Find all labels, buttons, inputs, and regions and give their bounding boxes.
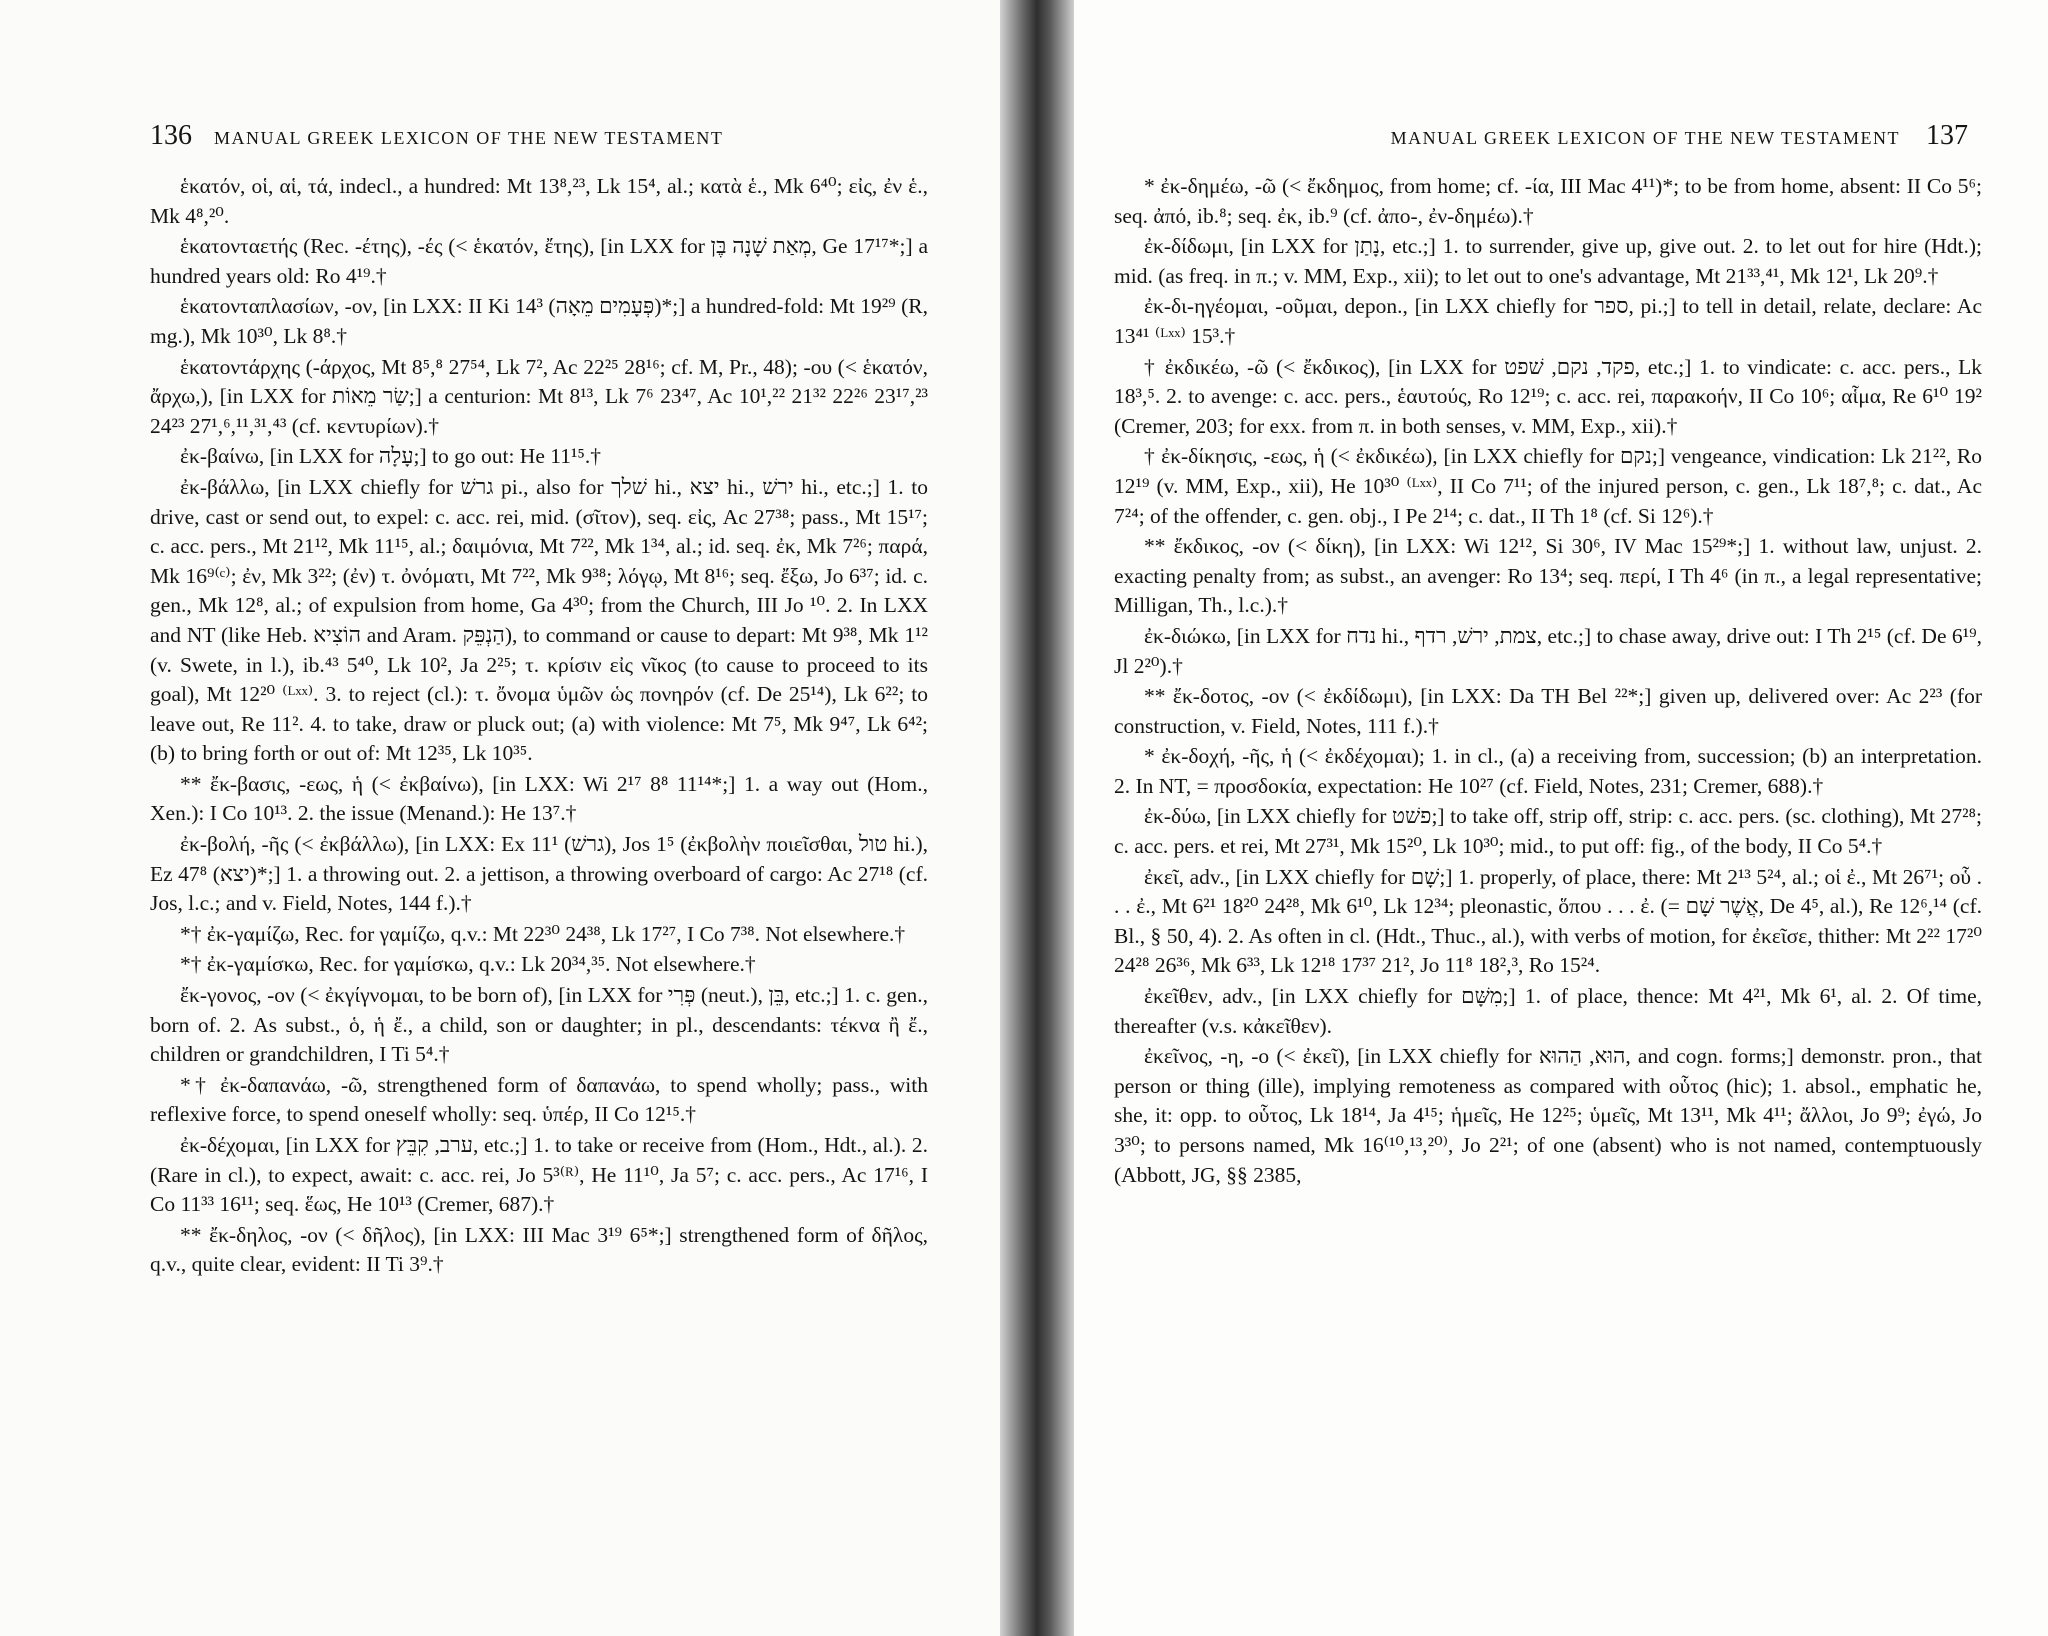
lexicon-entry: ἐκ-δέχομαι, [in LXX for ערב, קִבֵּץ, etc.;] 1. to take or receive from (Hom., Hdt., al.). 2. (Rare in cl.), to expect, await: c. acc. rei, Jo 5³⁽ᴿ⁾, He 11¹⁰, Ja 5⁷; c. acc. pers., Ac 17¹⁶, I Co 11³³ 16¹¹; seq. ἕως, He 10¹³ (Cremer, 687).†	[150, 1133, 928, 1217]
lexicon-entry: ἐκ-δύω, [in LXX chiefly for פשׁט;] to take off, strip off, strip: c. acc. pers. (sc. clothing), Mt 27²⁸; c. acc. pers. et rei, Mt 27³¹, Mk 15²⁰, Lk 10³⁰; mid., to put off: fig., of the body, II Co 5⁴.†	[1114, 804, 1983, 859]
lexicon-entry: *† ἐκ-γαμίζω, Rec. for γαμίζω, q.v.: Mt 22³⁰ 24³⁸, Lk 17²⁷, I Co 7³⁸. Not elsewhere.†	[180, 921, 906, 946]
lexicon-entry: ** ἔκ-βασις, -εως, ἡ (< ἐκβαίνω), [in LXX: Wi 2¹⁷ 8⁸ 11¹⁴*;] 1. a way out (Hom., Xen.): I Co 10¹³. 2. the issue (Menand.): He 13⁷.†	[150, 771, 928, 826]
left-page	[0, 0, 1000, 1636]
lexicon-entry: ἐκ-δι-ηγέομαι, -οῦμαι, depon., [in LXX chiefly for ספר, pi.;] to tell in detail, relate, declare: Ac 13⁴¹ ⁽ᴸˣˣ⁾ 15³.†	[1114, 294, 1983, 348]
left-page-header	[150, 120, 940, 160]
lexicon-entry: ἐκεῖθεν, adv., [in LXX chiefly for מִשָּׁם;] 1. of place, thence: Mt 4²¹, Mk 6¹, al. 2. Of time, thereafter (v.s. κἀκεῖθεν).	[1114, 984, 1983, 1038]
lexicon-entry: ἑκατοντάρχης (-άρχος, Mt 8⁵,⁸ 27⁵⁴, Lk 7², Ac 22²⁵ 28¹⁶; cf. M, Pr., 48); -ου (< ἑκατόν, ἄρχω,), [in LXX for שַׂר מֵאוֹת;] a centurion: Mt 8¹³, Lk 7⁶ 23⁴⁷, Ac 10¹,²² 21³² 22²⁶ 23¹⁷,²³ 24²³ 27¹,⁶,¹¹,³¹,⁴³ (cf. κεντυρίων).†	[150, 354, 928, 438]
right-page-column	[1114, 172, 1982, 1191]
right-page	[1074, 0, 2048, 1636]
right-page-header	[1114, 120, 1968, 160]
lexicon-entry: *† ἐκ-γαμίσκω, Rec. for γαμίσκω, q.v.: Lk 20³⁴,³⁵. Not elsewhere.†	[180, 952, 756, 977]
left-running-head: MANUAL GREEK LEXICON OF THE NEW TESTAMENT	[214, 128, 724, 148]
lexicon-entry: ἑκατονταπλασίων, -ον, [in LXX: II Ki 14³ (פְּעָמִים מֵאָה)*;] a hundred-fold: Mt 19²⁹ (R, mg.), Mk 10³⁰, Lk 8⁸.†	[150, 294, 928, 348]
lexicon-entry: † ἐκ-δίκησις, -εως, ἡ (< ἐκδικέω), [in LXX chiefly for נקם;] vengeance, vindication: Lk 21²², Ro 12¹⁹ (v. MM, Exp., xii), He 10³⁰ ⁽ᴸˣˣ⁾, II Co 7¹¹; of the injured person, c. gen., Lk 18⁷,⁸; c. dat., Ac 7²⁴; of the offender, c. gen. obj., I Pe 2¹⁴; c. dat., II Th 1⁸ (cf. Si 12⁶).†	[1114, 444, 1982, 528]
lexicon-entry: * ἐκ-δημέω, -ῶ (< ἔκδημος, from home; cf. -ία, III Mac 4¹¹)*; to be from home, absent: II Co 5⁶; seq. ἀπό, ib.⁸; seq. ἐκ, ib.⁹ (cf. ἀπο-, ἐν-δημέω).†	[1114, 174, 1982, 228]
book-gutter	[1000, 0, 1074, 1636]
lexicon-entry: ἐκεῖ, adv., [in LXX chiefly for שָׁם;] 1. properly, of place, there: Mt 2¹³ 5²⁴, al.; οἱ ἐ., Mt 26⁷¹; οὗ . . . ἐ., Mt 6²¹ 18²⁰ 24²⁸, Mk 6¹⁰, Lk 12³⁴; pleonastic, ὅπου . . . ἐ. (= אֲשֶׁר שָׁם, De 4⁵, al.), Re 12⁶,¹⁴ (cf. Bl., § 50, 4). 2. As often in cl. (Hdt., Thuc., al.), with verbs of motion, for ἐκεῖσε, thither: Mt 2²² 17²⁰ 24²⁸ 26³⁶, Mk 6³³, Lk 12¹⁸ 17³⁷ 21², Jo 11⁸ 18²,³, Ro 15²⁴.	[1114, 864, 1982, 978]
lexicon-entry: ** ἔκ-δηλος, -ον (< δῆλος), [in LXX: III Mac 3¹⁹ 6⁵*;] strengthened form of δῆλος, q.v., quite clear, evident: II Ti 3⁹.†	[150, 1222, 928, 1277]
lexicon-entry: * ἐκ-δοχή, -ῆς, ἡ (< ἐκδέχομαι); 1. in cl., (a) a receiving from, succession; (b) an interpretation. 2. In NT, = προσδοκία, expectation: He 10²⁷ (cf. Field, Notes, 231; Cremer, 688).†	[1114, 744, 1982, 798]
left-page-column	[150, 172, 928, 1281]
lexicon-entry: ἐκ-δίδωμι, [in LXX for נָתַן, etc.;] 1. to surrender, give up, give out. 2. to let out for hire (Hdt.); mid. (as freq. in π.; v. MM, Exp., xii); to let out to one's advantage, Mt 21³³,⁴¹, Mk 12¹, Lk 20⁹.†	[1114, 234, 1982, 288]
right-page-number: 137	[1926, 120, 1968, 151]
left-page-number: 136	[150, 120, 192, 151]
lexicon-entry: ** ἔκ-δοτος, -ον (< ἐκδίδωμι), [in LXX: Da TH Bel ²²*;] given up, delivered over: Ac 2²³ (for construction, v. Field, Notes, 111 f.).†	[1114, 684, 1982, 738]
lexicon-entry: ἐκ-βαίνω, [in LXX for עָלָה;] to go out: He 11¹⁵.†	[180, 444, 602, 469]
lexicon-entry: ** ἔκδικος, -ον (< δίκη), [in LXX: Wi 12¹², Si 30⁶, IV Mac 15²⁹*;] 1. without law, unjust. 2. exacting penalty from; as subst., an avenger: Ro 13⁴; seq. περί, I Th 4⁶ (in π., a legal representative; Milligan, Th., l.c.).†	[1114, 534, 1982, 618]
lexicon-entry: † ἐκδικέω, -ῶ (< ἔκδικος), [in LXX for פקד, נקם, שׁפט, etc.;] 1. to vindicate: c. acc. pers., Lk 18³,⁵. 2. to avenge: c. acc. pers., ἑαυτούς, Ro 12¹⁹; c. acc. rei, παρακοήν, II Co 10⁶; αἷμα, Re 6¹⁰ 19² (Cremer, 203; for exx. from π. in both senses, v. MM, Exp., xii).†	[1114, 354, 1983, 438]
lexicon-entry: ἐκ-διώκω, [in LXX for נדח hi., צמת, ירשׁ, רדף, etc.;] to chase away, drive out: I Th 2¹⁵ (cf. De 6¹⁹, Jl 2²⁰).†	[1114, 623, 1982, 678]
right-running-head: MANUAL GREEK LEXICON OF THE NEW TESTAMENT	[1390, 128, 1900, 148]
lexicon-entry: ἐκ-βάλλω, [in LXX chiefly for גרשׁ pi., also for שׁלך hi., יצא hi., ירשׁ hi., etc.;] 1. to drive, cast or send out, to expel: c. acc. rei, mid. (σῖτον), seq. εἰς, Ac 27³⁸; pass., Mt 15¹⁷; c. acc. pers., Mt 21¹², Mk 11¹⁵, al.; δαιμόνια, Mt 7²², Mk 1³⁴, al.; id. seq. ἐκ, Mk 7²⁶; παρά, Mk 16⁹⁽ᶜ⁾; ἐν, Mk 3²²; (ἐν) τ. ὀνόματι, Mt 7²², Mk 9³⁸; λόγῳ, Mt 8¹⁶; seq. ἔξω, Jo 6³⁷; id. c. gen., Mk 12⁸, al.; of expulsion from home, Ga 4³⁰; from the Church, III Jo ¹⁰. 2. In LXX and NT (like Heb. הוֹצִיא and Aram. הַנְפֵּק), to command or cause to depart: Mt 9³⁸, Mk 1¹² (v. Swete, in l.), ib.⁴³ 5⁴⁰, Lk 10², Ja 2²⁵; τ. κρίσιν εἰς νῖκος (to cause to proceed to its goal), Mt 12²⁰ ⁽ᴸˣˣ⁾. 3. to reject (cl.): τ. ὄνομα ὑμῶν ὡς πονηρόν (cf. De 25¹⁴), Lk 6²²; to leave out, Re 11². 4. to take, draw or pluck out; (a) with violence: Mt 7⁵, Mk 9⁴⁷, Lk 6⁴²; (b) to bring forth or out of: Mt 12³⁵, Lk 10³⁵.	[150, 474, 928, 766]
lexicon-entry: ἑκατόν, οἱ, αἱ, τά, indecl., a hundred: Mt 13⁸,²³, Lk 15⁴, al.; κατὰ ἑ., Mk 6⁴⁰; εἰς, ἐν ἑ., Mk 4⁸,²⁰.	[150, 174, 928, 228]
lexicon-entry: ἐκεῖνος, -η, -ο (< ἐκεῖ), [in LXX chiefly for הוּא, הַהוּא, and cogn. forms;] demonstr. pron., that person or thing (ille), implying remoteness as compared with οὗτος (hic); 1. absol., emphatic he, she, it: opp. to οὗτος, Lk 18¹⁴, Ja 4¹⁵; ἡμεῖς, He 12²⁵; ὑμεῖς, Mt 13¹¹, Mk 4¹¹; ἄλλοι, Jo 9⁹; ἐγώ, Jo 3³⁰; to persons named, Mk 16⁽¹⁰,¹³,²⁰⁾, Jo 2²¹; of one (absent) who is not named, contemptuously (Abbott, JG, §§ 2385,	[1114, 1044, 1982, 1187]
lexicon-entry: ἑκατονταετής (Rec. -έτης), -ές (< ἑκατόν, ἔτης), [in LXX for מְאַת שָׁנָה בֶּן, Ge 17¹⁷*;] a hundred years old: Ro 4¹⁹.†	[150, 234, 928, 288]
lexicon-entry: ἐκ-βολή, -ῆς (< ἐκβάλλω), [in LXX: Ex 11¹ (גרשׁ), Jos 1⁵ (ἐκβολὴν ποιεῖσθαι, טול hi.), Ez 47⁸ (יצא)*;] 1. a throwing out. 2. a jettison, a throwing overboard of cargo: Ac 27¹⁸ (cf. Jos, l.c.; and v. Field, Notes, 144 f.).†	[150, 832, 928, 916]
lexicon-entry: ἔκ-γονος, -ον (< ἐκγίγνομαι, to be born of), [in LXX for פְּרִי (neut.), בֵּן, etc.;] 1. c. gen., born of. 2. As subst., ὁ, ἡ ἔ., a child, son or daughter; in pl., descendants: τέκνα ἢ ἔ., children or grandchildren, I Ti 5⁴.†	[150, 983, 928, 1067]
lexicon-entry: *† ἐκ-δαπανάω, -ῶ, strengthened form of δαπανάω, to spend wholly; pass., with reflexive force, to spend oneself wholly: seq. ὑπέρ, II Co 12¹⁵.†	[150, 1072, 928, 1127]
